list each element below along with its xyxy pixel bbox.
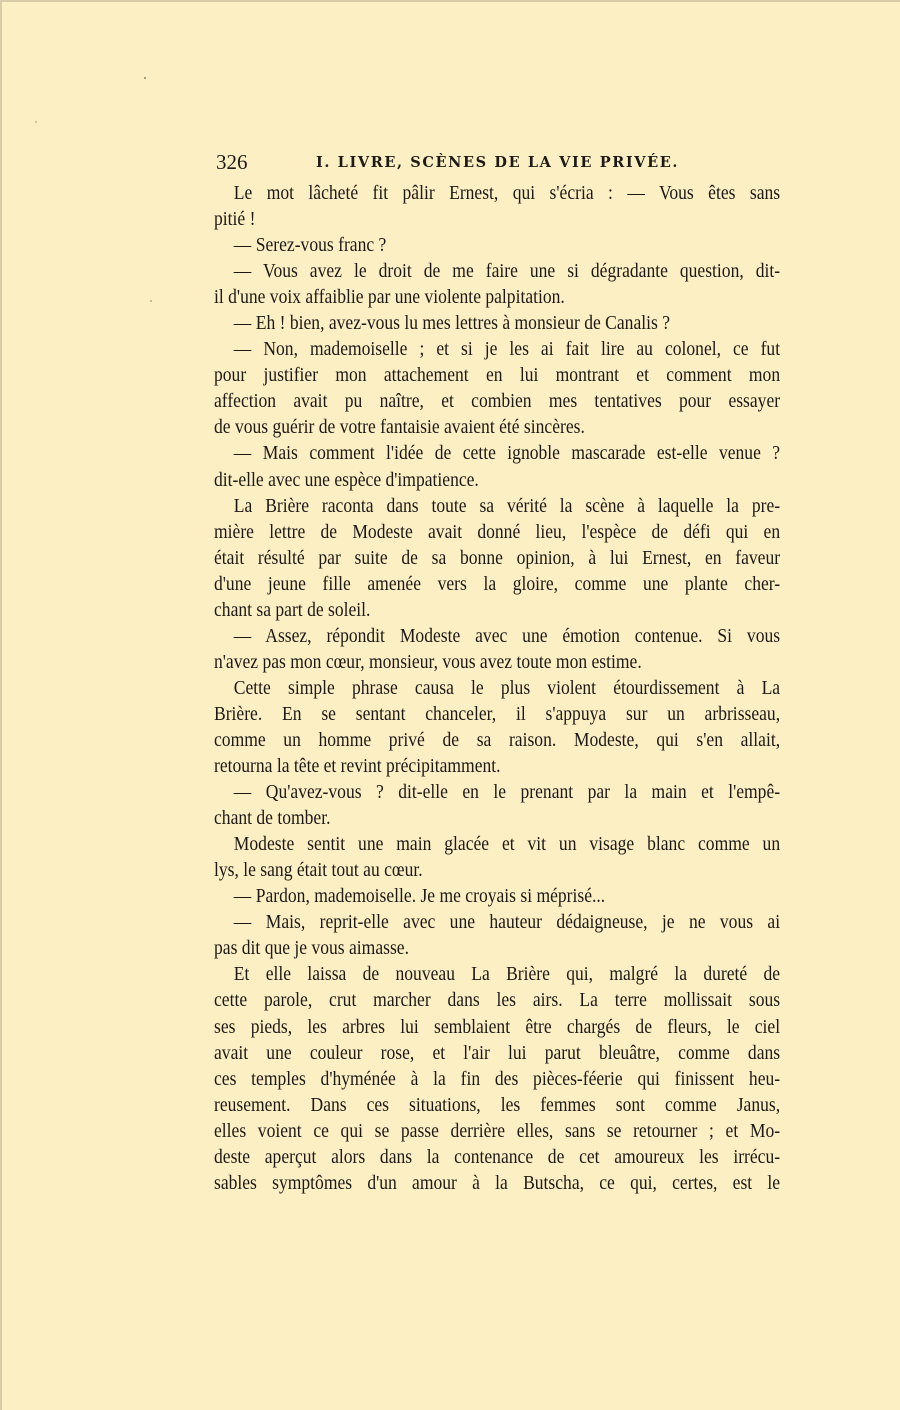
text-line: chant sa part de soleil. bbox=[214, 599, 371, 621]
paragraph bbox=[214, 962, 780, 1196]
running-head-title: I. LIVRE, SCÈNES DE LA VIE PRIVÉE. bbox=[316, 154, 680, 171]
text-line: retourna la tête et revint précipitamment. bbox=[214, 756, 501, 778]
text-line: avait une couleur rose, et l'air lui parut bleuâtre, comme dans bbox=[214, 1042, 781, 1064]
text-line: — Pardon, mademoiselle. Je me croyais si méprisé... bbox=[233, 886, 606, 908]
text-line: — Assez, répondit Modeste avec une émotion contenue. Si vous bbox=[233, 625, 781, 647]
text-line: — Qu'avez-vous ? dit-elle en le prenant par la main et l'empê- bbox=[233, 782, 781, 804]
text-line: d'une jeune fille amenée vers la gloire, comme une plante cher- bbox=[214, 573, 781, 595]
paragraph bbox=[214, 311, 780, 337]
body-text bbox=[214, 181, 780, 1197]
text-line: ces temples d'hyménée à la fin des pièces-féerie qui finissent heu- bbox=[214, 1068, 781, 1090]
text-line: sables symptômes d'un amour à la Butscha, ce qui, certes, est le bbox=[214, 1172, 781, 1194]
paper-speck bbox=[144, 77, 146, 79]
text-line: cette parole, crut marcher dans les airs. La terre mollissait sous bbox=[214, 990, 781, 1012]
text-line: Brière. En se sentant chanceler, il s'appuya sur un arbrisseau, bbox=[214, 703, 781, 725]
text-line: elles voient ce qui se passe derrière elles, sans se retourner ; et Mo- bbox=[214, 1120, 781, 1142]
page-number: 326 bbox=[216, 150, 248, 174]
paper-speck bbox=[150, 300, 152, 302]
paragraph bbox=[214, 494, 780, 624]
paragraph bbox=[214, 233, 780, 259]
paper-speck bbox=[35, 121, 37, 123]
text-line: Modeste sentit une main glacée et vit un visage blanc comme un bbox=[233, 834, 781, 856]
text-line: était résulté par suite de sa bonne opinion, à lui Ernest, en faveur bbox=[214, 547, 781, 569]
paragraph bbox=[214, 259, 780, 311]
text-line: deste aperçut alors dans la contenance de cet amoureux les irrécu- bbox=[214, 1146, 781, 1168]
text-line: comme un homme privé de sa raison. Modeste, qui s'en allait, bbox=[214, 729, 781, 751]
paragraph bbox=[214, 441, 780, 493]
text-line: mière lettre de Modeste avait donné lieu, l'espèce de défi qui en bbox=[214, 521, 781, 543]
text-line: il d'une voix affaiblie par une violente palpitation. bbox=[214, 287, 565, 309]
paragraph bbox=[214, 624, 780, 676]
text-line: ses pieds, les arbres lui semblaient être chargés de fleurs, le ciel bbox=[214, 1016, 781, 1038]
text-line: Cette simple phrase causa le plus violent étourdissement à La bbox=[233, 677, 781, 699]
text-line: lys, le sang était tout au cœur. bbox=[214, 860, 423, 882]
paragraph bbox=[214, 832, 780, 884]
text-line: affection avait pu naître, et combien mes tentatives pour essayer bbox=[214, 391, 781, 413]
paragraph bbox=[214, 181, 780, 233]
text-line: reusement. Dans ces situations, les femmes sont comme Janus, bbox=[214, 1094, 781, 1116]
paragraph bbox=[214, 337, 780, 441]
text-line: — Eh ! bien, avez-vous lu mes lettres à monsieur de Canalis ? bbox=[233, 313, 670, 335]
text-line: dit-elle avec une espèce d'impatience. bbox=[214, 469, 479, 491]
text-line: La Brière raconta dans toute sa vérité la scène à laquelle la pre- bbox=[233, 495, 781, 517]
text-line: — Vous avez le droit de me faire une si dégradante question, dit- bbox=[233, 261, 781, 283]
text-line: n'avez pas mon cœur, monsieur, vous avez toute mon estime. bbox=[214, 651, 642, 673]
paragraph bbox=[214, 676, 780, 780]
text-line: pour justifier mon attachement en lui montrant et comment mon bbox=[214, 365, 781, 387]
text-line: Et elle laissa de nouveau La Brière qui, malgré la dureté de bbox=[233, 964, 781, 986]
text-line: chant de tomber. bbox=[214, 808, 331, 830]
paragraph bbox=[214, 780, 780, 832]
text-line: — Non, mademoiselle ; et si je les ai fait lire au colonel, ce fut bbox=[233, 339, 781, 361]
text-line: — Serez-vous franc ? bbox=[233, 235, 387, 257]
text-line: — Mais comment l'idée de cette ignoble mascarade est-elle venue ? bbox=[233, 443, 781, 465]
text-line: Le mot lâcheté fit pâlir Ernest, qui s'écria : — Vous êtes sans bbox=[233, 183, 781, 204]
text-line: — Mais, reprit-elle avec une hauteur dédaigneuse, je ne vous ai bbox=[233, 912, 781, 934]
paragraph bbox=[214, 910, 780, 962]
paragraph bbox=[214, 884, 780, 910]
text-line: pas dit que je vous aimasse. bbox=[214, 938, 409, 960]
text-line: pitié ! bbox=[214, 209, 256, 231]
running-head bbox=[216, 150, 782, 176]
text-line: de vous guérir de votre fantaisie avaient été sincères. bbox=[214, 417, 585, 439]
